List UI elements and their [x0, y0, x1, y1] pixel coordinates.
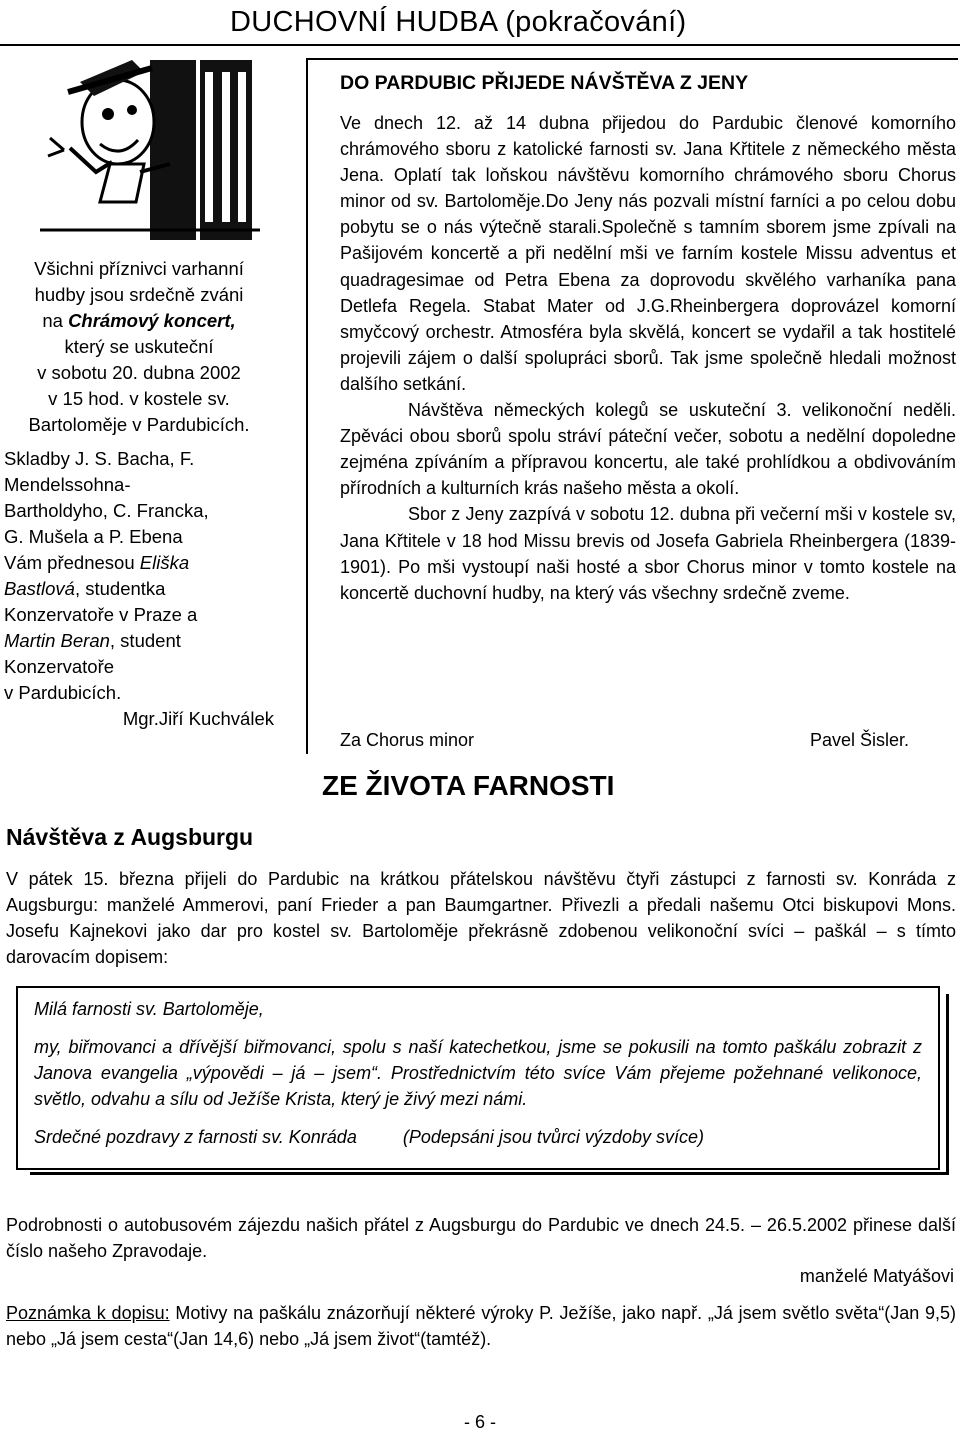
augsburg-heading: Návštěva z Augsburgu [6, 824, 254, 850]
visit-article [340, 110, 956, 606]
letter-closing: Srdečné pozdravy z farnosti sv. Konráda [34, 1127, 357, 1147]
when-line-3: v 15 hod. v kostele sv. [48, 388, 230, 409]
letter-greeting: Milá farnosti sv. Bartoloměje, [34, 999, 264, 1019]
letter-note [6, 1300, 956, 1352]
performers-text: , student [109, 630, 181, 651]
page-title: DUCHOVNÍ HUDBA (pokračování) [230, 6, 687, 38]
concert-prefix: na [42, 310, 69, 331]
performers-text: Konzervatoře [4, 656, 115, 677]
organist-illustration [40, 52, 262, 248]
performer-name-1: Eliška [139, 552, 190, 573]
visit-heading: DO PARDUBIC PŘIJEDE NÁVŠTĚVA Z JENY [340, 72, 749, 94]
note-text: Motivy na paškálu znázorňují některé výroky P. Ježíše, jako např. „Já jsem světlo světa“(Jan 9,5) nebo „Já jsem cesta“(Jan 14,6) nebo „Já jsem život“(tamtéž). [6, 1303, 956, 1349]
letter-box [16, 986, 940, 1170]
visit-sign-right: Pavel Šisler. [810, 730, 910, 750]
body [100, 164, 144, 202]
when-line-2: v sobotu 20. dubna 2002 [37, 362, 241, 383]
signature: Mgr.Jiří Kuchválek [122, 708, 274, 729]
augsburg-intro: V pátek 15. března přijeli do Pardubic na krátkou přátelskou návštěvu čtyři zástupci z farnosti sv. Konráda z Augsburgu: manželé Ammerovi, paní Frieder a pan Baumgartner. Přivezli a předali našemu Otci biskupovi Mons. Josefu Kajnekovi jako dar pro kostel sv. Bartoloměje překrásně zdobenou velikonoční svíci – paškál – s tímto darovacím dopisem: [6, 869, 956, 967]
concert-name: Chrámový koncert, [68, 310, 236, 331]
when-line-4: Bartoloměje v Pardubicích. [28, 414, 250, 435]
details-signature: manželé Matyášovi [799, 1266, 954, 1286]
visit-paragraph-3: Sbor z Jeny zazpívá v sobotu 12. dubna při večerní mši v kostele sv, Jana Křtitele v 18 hod Missu brevis od Josefa Gabriela Rheinbergera (1839-1901). Po mši vystoupí naši hosté a sbor Chorus minor v tomto kostele na koncertě duchovní hudby, na který vás všechny srdečně zveme. [340, 504, 956, 603]
page-number: - 6 - [463, 1412, 496, 1432]
concert-announcement [4, 256, 274, 732]
when-line-1: který se uskuteční [64, 336, 214, 357]
performers-text: , studentka [74, 578, 166, 599]
section-title: ZE ŽIVOTA FARNOSTI [322, 770, 615, 801]
invite-line-1: Všichni příznivci varhanní [34, 258, 244, 279]
composers-line-4: G. Mušela a P. Ebena [4, 526, 183, 547]
composers-line-2: Mendelssohna- [4, 474, 131, 495]
visit-paragraph-2: Návštěva německých kolegů se uskuteční 3. velikonoční neděli. Zpěváci obou sborů spolu stráví páteční večer, sobotu a nedělní dopoledne zejména zpíváním a přípravou koncertu, ale také prohlídkou a obdivováním přírodních a kulturních krás našeho města a okolí. [340, 400, 956, 499]
performers-text: Konzervatoře v Praze a [4, 604, 198, 625]
letter-body: my, biřmovanci a dřívější biřmovanci, spolu s naší katechetkou, jsme se pokusili na tomto paškálu zobrazit z Janova evangelia „výpovědi – já – jsem“. Prostřednictvím této svíce Vám přejeme požehnané velikonoce, světlo, odvahu a sílu od Ježíše Krista, který je živý mezi námi. [34, 1037, 922, 1109]
letter-signed: (Podepsáni jsou tvůrci výzdoby svíce) [402, 1127, 704, 1147]
visit-paragraph-1: Ve dnech 12. až 14 dubna přijedou do Pardubic členové komorního chrámového sboru z katolické farnosti sv. Jana Křtitele z německého města Jena. Oplatí tak loňskou návštěvu komorního chrámového sboru Chorus minor od sv. Bartoloměje.Do Jeny nás pozvali místní farníci a po celou dobu pobytu se o nás výtečně starali.Společně s tamním sborem jsme zpívali na Pašijovém koncertě a při nedělní mši ve farním kostele Missu adventus et quadragesimae od Petra Ebena za doprovodu skvělého varhaníka pana Detlefa Regela. Stabat Mater od J.G.Rheinbergera doprovázel komorní smyčcový orchestr. Atmosféra byla skvělá, koncert se vydařil a tak hostitelé projevili zájem o další spolupráci sborů. Tak jsme společně hledali možnost dalšího setkání. [340, 113, 956, 394]
performers-text: v Pardubicích. [4, 682, 122, 703]
performer-name-2: Martin Beran [4, 630, 110, 651]
performers-text: Vám přednesou [4, 552, 140, 573]
composers-line-1: Skladby J. S. Bacha, F. [4, 448, 195, 469]
organ-pipes-left [150, 60, 196, 240]
header-rule [0, 44, 960, 46]
trip-details: Podrobnosti o autobusovém zájezdu našich přátel z Augsburgu do Pardubic ve dnech 24.5. – 26.5.2002 přinese další číslo našeho Zpravodaje. [6, 1215, 956, 1261]
performer-name-1b: Bastlová [4, 578, 75, 599]
composers-line-3: Bartholdyho, C. Francka, [4, 500, 209, 521]
invite-line-2: hudby jsou srdečně zváni [34, 284, 244, 305]
visit-sign-left: Za Chorus minor [340, 730, 475, 750]
note-label: Poznámka k dopisu: [6, 1303, 170, 1323]
